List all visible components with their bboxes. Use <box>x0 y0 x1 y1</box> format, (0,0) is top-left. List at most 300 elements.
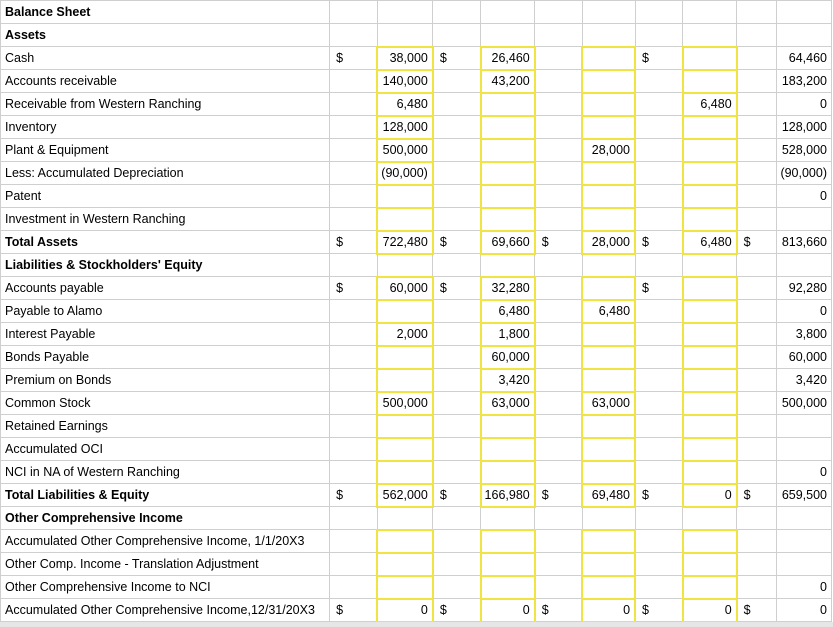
currency-cell[interactable] <box>433 369 481 392</box>
value-cell[interactable]: 128,000 <box>777 116 832 139</box>
value-cell[interactable] <box>377 346 433 369</box>
currency-cell[interactable]: $ <box>330 484 378 507</box>
value-cell[interactable] <box>582 438 635 461</box>
value-cell[interactable]: 43,200 <box>481 70 535 93</box>
row-label[interactable]: Accounts receivable <box>1 70 330 93</box>
row-label[interactable]: Other Comprehensive Income <box>1 507 330 530</box>
currency-cell[interactable] <box>535 93 583 116</box>
currency-cell[interactable] <box>330 530 378 553</box>
value-cell[interactable]: 722,480 <box>377 231 433 254</box>
currency-cell[interactable] <box>737 277 777 300</box>
currency-cell[interactable] <box>737 185 777 208</box>
value-cell[interactable] <box>582 553 635 576</box>
row-label[interactable]: Total Liabilities & Equity <box>1 484 330 507</box>
value-cell[interactable]: 0 <box>777 300 832 323</box>
value-cell[interactable] <box>582 93 635 116</box>
currency-cell[interactable] <box>635 369 683 392</box>
value-cell[interactable] <box>377 24 433 47</box>
value-cell[interactable] <box>582 70 635 93</box>
table-row <box>1 461 832 484</box>
value-cell[interactable] <box>777 507 832 530</box>
value-cell[interactable] <box>377 369 433 392</box>
value-cell[interactable] <box>582 530 635 553</box>
value-cell[interactable] <box>582 576 635 599</box>
value-cell[interactable] <box>377 530 433 553</box>
value-cell[interactable]: 0 <box>377 599 433 622</box>
currency-cell[interactable] <box>433 346 481 369</box>
currency-cell[interactable] <box>330 507 378 530</box>
currency-cell[interactable] <box>635 116 683 139</box>
currency-cell[interactable]: $ <box>433 47 481 70</box>
currency-cell[interactable]: $ <box>635 484 683 507</box>
currency-cell[interactable] <box>535 530 583 553</box>
currency-cell[interactable]: $ <box>433 599 481 622</box>
value-cell[interactable] <box>377 553 433 576</box>
value-cell[interactable] <box>777 24 832 47</box>
currency-cell[interactable] <box>330 139 378 162</box>
value-cell[interactable]: 32,280 <box>481 277 535 300</box>
currency-cell[interactable] <box>330 162 378 185</box>
currency-cell[interactable] <box>535 369 583 392</box>
currency-cell[interactable]: $ <box>737 231 777 254</box>
currency-cell[interactable] <box>737 254 777 277</box>
currency-cell[interactable] <box>330 576 378 599</box>
value-cell[interactable] <box>377 415 433 438</box>
currency-cell[interactable] <box>737 139 777 162</box>
value-cell[interactable]: 6,480 <box>683 93 737 116</box>
currency-cell[interactable] <box>737 93 777 116</box>
value-cell[interactable] <box>481 185 535 208</box>
currency-cell[interactable] <box>635 346 683 369</box>
value-cell[interactable] <box>683 369 737 392</box>
currency-cell[interactable] <box>535 300 583 323</box>
value-cell[interactable]: 26,460 <box>481 47 535 70</box>
value-cell[interactable] <box>683 277 737 300</box>
currency-cell[interactable] <box>330 24 378 47</box>
currency-cell[interactable] <box>737 576 777 599</box>
value-cell[interactable] <box>582 208 635 231</box>
value-cell[interactable] <box>582 415 635 438</box>
currency-cell[interactable] <box>330 116 378 139</box>
currency-cell[interactable] <box>737 461 777 484</box>
value-cell[interactable] <box>683 24 737 47</box>
currency-cell[interactable] <box>433 461 481 484</box>
value-cell[interactable]: (90,000) <box>377 162 433 185</box>
table-row <box>1 530 832 553</box>
value-cell[interactable]: 60,000 <box>777 346 832 369</box>
total-row <box>1 231 832 254</box>
currency-cell[interactable] <box>635 162 683 185</box>
value-cell[interactable]: 64,460 <box>777 47 832 70</box>
value-cell[interactable]: 92,280 <box>777 277 832 300</box>
currency-cell[interactable] <box>535 185 583 208</box>
currency-cell[interactable]: $ <box>330 277 378 300</box>
currency-cell[interactable] <box>535 162 583 185</box>
value-cell[interactable]: 0 <box>777 576 832 599</box>
value-cell[interactable] <box>582 254 635 277</box>
table-row <box>1 323 832 346</box>
value-cell[interactable] <box>683 116 737 139</box>
value-cell[interactable] <box>481 162 535 185</box>
value-cell[interactable]: 528,000 <box>777 139 832 162</box>
currency-cell[interactable]: $ <box>433 277 481 300</box>
currency-cell[interactable] <box>635 438 683 461</box>
value-cell[interactable] <box>481 415 535 438</box>
sheet-title[interactable]: Balance Sheet <box>1 1 330 24</box>
value-cell[interactable] <box>777 438 832 461</box>
value-cell[interactable] <box>777 553 832 576</box>
currency-cell[interactable] <box>433 507 481 530</box>
row-label[interactable]: Liabilities & Stockholders' Equity <box>1 254 330 277</box>
row-label[interactable]: Other Comp. Income - Translation Adjustment <box>1 553 330 576</box>
value-cell[interactable] <box>582 277 635 300</box>
value-cell[interactable] <box>683 392 737 415</box>
row-label[interactable]: Retained Earnings <box>1 415 330 438</box>
value-cell[interactable]: 500,000 <box>377 139 433 162</box>
currency-cell[interactable] <box>433 70 481 93</box>
currency-cell[interactable] <box>433 139 481 162</box>
table-row <box>1 438 832 461</box>
row-label[interactable]: Other Comprehensive Income to NCI <box>1 576 330 599</box>
row-label[interactable]: Patent <box>1 185 330 208</box>
currency-cell[interactable] <box>433 185 481 208</box>
table-row <box>1 47 832 70</box>
currency-cell[interactable] <box>737 415 777 438</box>
value-cell[interactable]: 0 <box>777 93 832 116</box>
currency-cell[interactable] <box>330 185 378 208</box>
value-cell[interactable]: 128,000 <box>377 116 433 139</box>
currency-cell[interactable] <box>535 277 583 300</box>
table-row <box>1 139 832 162</box>
currency-cell[interactable] <box>433 392 481 415</box>
currency-cell[interactable] <box>635 93 683 116</box>
value-cell[interactable] <box>582 185 635 208</box>
currency-cell[interactable] <box>635 576 683 599</box>
currency-cell[interactable] <box>737 392 777 415</box>
value-cell[interactable]: 63,000 <box>582 392 635 415</box>
table-row <box>1 277 832 300</box>
value-cell[interactable]: 0 <box>481 599 535 622</box>
row-label[interactable]: Accounts payable <box>1 277 330 300</box>
currency-cell[interactable] <box>535 254 583 277</box>
value-cell[interactable] <box>481 576 535 599</box>
value-cell[interactable] <box>683 507 737 530</box>
row-label[interactable]: Investment in Western Ranching <box>1 208 330 231</box>
value-cell[interactable]: 63,000 <box>481 392 535 415</box>
currency-cell[interactable] <box>330 415 378 438</box>
value-cell[interactable] <box>481 139 535 162</box>
value-cell[interactable] <box>377 300 433 323</box>
table-row <box>1 185 832 208</box>
currency-cell[interactable]: $ <box>535 231 583 254</box>
table-row <box>1 116 832 139</box>
currency-cell[interactable] <box>635 530 683 553</box>
value-cell[interactable]: 0 <box>777 185 832 208</box>
value-cell[interactable] <box>683 254 737 277</box>
value-cell[interactable] <box>582 323 635 346</box>
value-cell[interactable]: 0 <box>777 599 832 622</box>
currency-cell[interactable]: $ <box>535 484 583 507</box>
currency-cell[interactable] <box>330 323 378 346</box>
row-label[interactable]: Assets <box>1 24 330 47</box>
value-cell[interactable]: 0 <box>777 461 832 484</box>
value-cell[interactable] <box>683 162 737 185</box>
currency-cell[interactable] <box>330 70 378 93</box>
value-cell[interactable]: 6,480 <box>582 300 635 323</box>
value-cell[interactable] <box>582 116 635 139</box>
row-label[interactable]: Less: Accumulated Depreciation <box>1 162 330 185</box>
currency-cell[interactable] <box>330 369 378 392</box>
currency-cell[interactable] <box>433 254 481 277</box>
currency-cell[interactable] <box>330 392 378 415</box>
currency-cell[interactable] <box>433 415 481 438</box>
value-cell[interactable] <box>582 346 635 369</box>
currency-cell[interactable] <box>535 47 583 70</box>
value-cell[interactable]: 69,660 <box>481 231 535 254</box>
row-label[interactable]: Interest Payable <box>1 323 330 346</box>
currency-cell[interactable] <box>535 392 583 415</box>
currency-cell[interactable]: $ <box>330 47 378 70</box>
currency-cell[interactable]: $ <box>330 231 378 254</box>
value-cell[interactable]: 6,480 <box>481 300 535 323</box>
value-cell[interactable] <box>777 254 832 277</box>
section-header-row <box>1 507 832 530</box>
value-cell[interactable]: 140,000 <box>377 70 433 93</box>
value-cell[interactable] <box>481 93 535 116</box>
value-cell[interactable] <box>582 369 635 392</box>
value-cell[interactable] <box>683 323 737 346</box>
value-cell[interactable]: 0 <box>683 484 737 507</box>
currency-cell[interactable] <box>535 346 583 369</box>
value-cell[interactable] <box>481 208 535 231</box>
value-cell[interactable] <box>777 530 832 553</box>
currency-cell[interactable] <box>433 576 481 599</box>
currency-cell[interactable] <box>330 346 378 369</box>
value-cell[interactable] <box>377 254 433 277</box>
row-label[interactable]: Cash <box>1 47 330 70</box>
value-cell[interactable]: 500,000 <box>777 392 832 415</box>
currency-cell[interactable]: $ <box>635 47 683 70</box>
currency-cell[interactable] <box>635 185 683 208</box>
currency-cell[interactable]: $ <box>635 231 683 254</box>
currency-cell[interactable] <box>330 254 378 277</box>
value-cell[interactable] <box>377 576 433 599</box>
row-label[interactable]: Receivable from Western Ranching <box>1 93 330 116</box>
currency-cell[interactable] <box>535 461 583 484</box>
value-cell[interactable] <box>377 438 433 461</box>
value-cell[interactable]: 60,000 <box>481 346 535 369</box>
currency-cell[interactable] <box>535 576 583 599</box>
currency-cell[interactable] <box>737 553 777 576</box>
currency-cell[interactable]: $ <box>535 599 583 622</box>
row-label[interactable]: Premium on Bonds <box>1 369 330 392</box>
value-cell[interactable]: 28,000 <box>582 231 635 254</box>
value-cell[interactable] <box>582 47 635 70</box>
currency-cell[interactable] <box>737 162 777 185</box>
value-cell[interactable] <box>377 507 433 530</box>
currency-cell[interactable] <box>433 323 481 346</box>
table-row <box>1 553 832 576</box>
row-label[interactable]: Bonds Payable <box>1 346 330 369</box>
value-cell[interactable] <box>582 24 635 47</box>
value-cell[interactable] <box>683 47 737 70</box>
value-cell[interactable]: (90,000) <box>777 162 832 185</box>
currency-cell[interactable]: $ <box>433 231 481 254</box>
value-cell[interactable] <box>777 208 832 231</box>
value-cell[interactable] <box>481 24 535 47</box>
currency-cell[interactable] <box>330 438 378 461</box>
row-label[interactable]: Common Stock <box>1 392 330 415</box>
currency-cell[interactable] <box>737 208 777 231</box>
value-cell[interactable] <box>481 254 535 277</box>
row-label[interactable]: Total Assets <box>1 231 330 254</box>
currency-cell[interactable] <box>433 208 481 231</box>
value-cell[interactable]: 500,000 <box>377 392 433 415</box>
value-cell[interactable] <box>481 530 535 553</box>
currency-cell[interactable] <box>535 24 583 47</box>
currency-cell[interactable] <box>330 461 378 484</box>
currency-cell[interactable] <box>635 323 683 346</box>
value-cell[interactable] <box>582 461 635 484</box>
currency-cell[interactable] <box>737 70 777 93</box>
value-cell[interactable] <box>777 415 832 438</box>
currency-cell[interactable] <box>635 70 683 93</box>
currency-cell[interactable] <box>330 93 378 116</box>
value-cell[interactable] <box>683 415 737 438</box>
value-cell[interactable]: 38,000 <box>377 47 433 70</box>
currency-cell[interactable]: $ <box>737 599 777 622</box>
table-row <box>1 576 832 599</box>
currency-cell[interactable] <box>433 530 481 553</box>
currency-cell[interactable] <box>535 438 583 461</box>
value-cell[interactable] <box>481 116 535 139</box>
value-cell[interactable]: 183,200 <box>777 70 832 93</box>
value-cell[interactable] <box>481 507 535 530</box>
value-cell[interactable] <box>683 185 737 208</box>
value-cell[interactable] <box>683 346 737 369</box>
currency-cell[interactable] <box>535 415 583 438</box>
currency-cell[interactable]: $ <box>635 599 683 622</box>
value-cell[interactable]: 6,480 <box>377 93 433 116</box>
value-cell[interactable] <box>683 553 737 576</box>
currency-cell[interactable] <box>433 300 481 323</box>
currency-cell[interactable] <box>535 139 583 162</box>
value-cell[interactable]: 562,000 <box>377 484 433 507</box>
currency-cell[interactable] <box>330 300 378 323</box>
value-cell[interactable]: 2,000 <box>377 323 433 346</box>
currency-cell[interactable] <box>737 369 777 392</box>
value-cell[interactable]: 659,500 <box>777 484 832 507</box>
value-cell[interactable] <box>683 576 737 599</box>
value-cell[interactable] <box>683 70 737 93</box>
currency-cell[interactable] <box>737 116 777 139</box>
currency-cell[interactable] <box>737 323 777 346</box>
row-label[interactable]: Plant & Equipment <box>1 139 330 162</box>
currency-cell[interactable] <box>737 530 777 553</box>
currency-cell[interactable] <box>535 507 583 530</box>
currency-cell[interactable] <box>635 392 683 415</box>
currency-cell[interactable] <box>433 162 481 185</box>
value-cell[interactable]: 1,800 <box>481 323 535 346</box>
currency-cell[interactable]: $ <box>433 484 481 507</box>
value-cell[interactable]: 28,000 <box>582 139 635 162</box>
value-cell[interactable]: 6,480 <box>683 231 737 254</box>
currency-cell[interactable] <box>737 300 777 323</box>
value-cell[interactable] <box>683 530 737 553</box>
currency-cell[interactable] <box>433 438 481 461</box>
currency-cell[interactable] <box>635 139 683 162</box>
value-cell[interactable] <box>683 208 737 231</box>
value-cell[interactable] <box>582 162 635 185</box>
currency-cell[interactable] <box>737 507 777 530</box>
currency-cell[interactable] <box>737 47 777 70</box>
row-label[interactable]: Accumulated Other Comprehensive Income, 1/1/20X3 <box>1 530 330 553</box>
value-cell[interactable] <box>377 461 433 484</box>
row-label[interactable]: Accumulated OCI <box>1 438 330 461</box>
currency-cell[interactable] <box>635 461 683 484</box>
currency-cell[interactable] <box>737 24 777 47</box>
value-cell[interactable] <box>683 139 737 162</box>
value-cell[interactable]: 3,420 <box>777 369 832 392</box>
value-cell[interactable]: 60,000 <box>377 277 433 300</box>
value-cell[interactable]: 813,660 <box>777 231 832 254</box>
currency-cell[interactable] <box>535 208 583 231</box>
currency-cell[interactable] <box>737 346 777 369</box>
row-label[interactable]: Inventory <box>1 116 330 139</box>
currency-cell[interactable] <box>330 208 378 231</box>
currency-cell[interactable] <box>635 553 683 576</box>
value-cell[interactable]: 166,980 <box>481 484 535 507</box>
row-label[interactable]: Payable to Alamo <box>1 300 330 323</box>
row-label[interactable]: Accumulated Other Comprehensive Income,12/31/20X3 <box>1 599 330 622</box>
value-cell[interactable] <box>377 208 433 231</box>
value-cell[interactable] <box>481 553 535 576</box>
currency-cell[interactable] <box>433 93 481 116</box>
currency-cell[interactable]: $ <box>737 484 777 507</box>
value-cell[interactable] <box>582 507 635 530</box>
currency-cell[interactable] <box>635 415 683 438</box>
value-cell[interactable]: 0 <box>683 599 737 622</box>
value-cell[interactable]: 3,800 <box>777 323 832 346</box>
currency-cell[interactable] <box>737 438 777 461</box>
currency-cell[interactable] <box>535 553 583 576</box>
value-cell[interactable] <box>683 438 737 461</box>
currency-cell[interactable] <box>433 24 481 47</box>
value-cell[interactable]: 69,480 <box>582 484 635 507</box>
currency-cell[interactable]: $ <box>330 599 378 622</box>
currency-cell[interactable]: $ <box>635 277 683 300</box>
value-cell[interactable] <box>377 185 433 208</box>
currency-cell[interactable] <box>330 553 378 576</box>
currency-cell[interactable] <box>635 300 683 323</box>
value-cell[interactable] <box>683 461 737 484</box>
currency-cell[interactable] <box>635 24 683 47</box>
value-cell[interactable] <box>683 300 737 323</box>
currency-cell[interactable] <box>433 116 481 139</box>
value-cell[interactable]: 0 <box>582 599 635 622</box>
currency-cell[interactable] <box>433 553 481 576</box>
value-cell[interactable] <box>481 438 535 461</box>
currency-cell[interactable] <box>635 254 683 277</box>
currency-cell[interactable] <box>535 70 583 93</box>
currency-cell[interactable] <box>535 323 583 346</box>
currency-cell[interactable] <box>535 116 583 139</box>
row-label[interactable]: NCI in NA of Western Ranching <box>1 461 330 484</box>
currency-cell[interactable] <box>635 507 683 530</box>
value-cell[interactable]: 3,420 <box>481 369 535 392</box>
currency-cell[interactable] <box>635 208 683 231</box>
value-cell[interactable] <box>481 461 535 484</box>
